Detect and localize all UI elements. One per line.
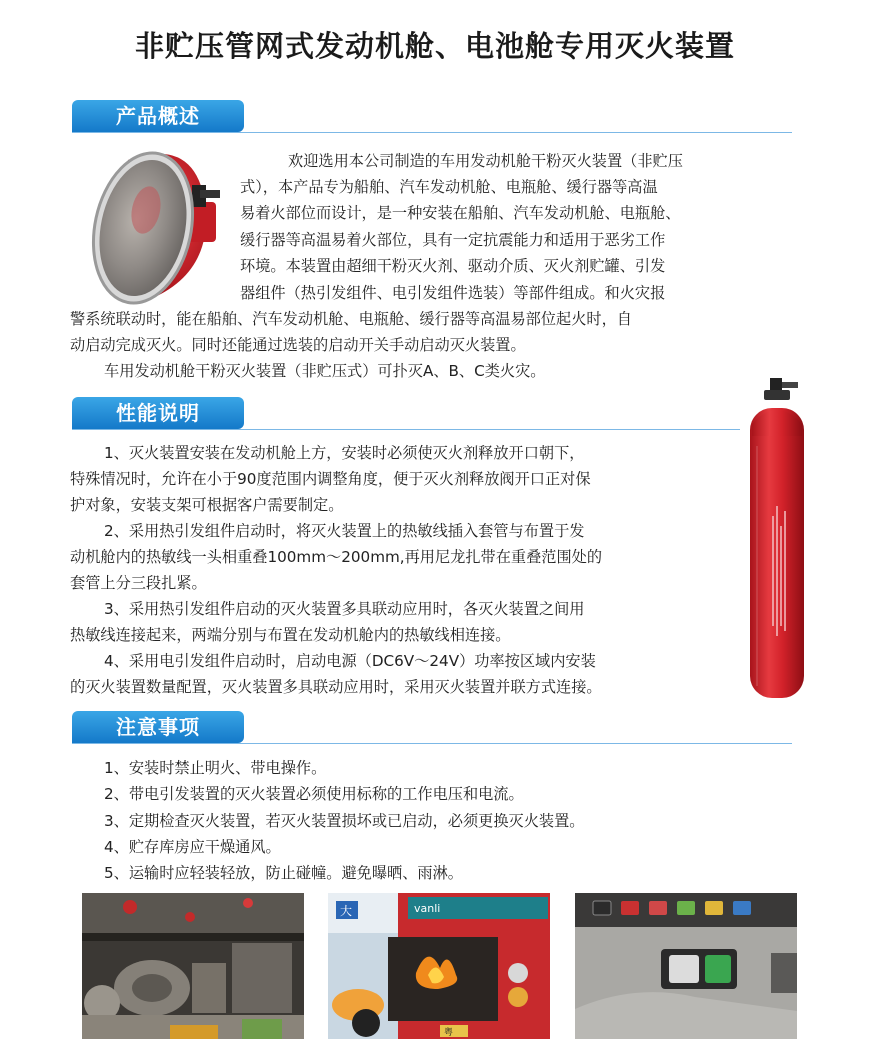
performance-line-7: 3、采用热引发组件启动的灭火装置多具联动应用时，各灭火装置之间用: [104, 600, 585, 618]
notes-line-4: 4、贮存库房应干燥通风。: [104, 838, 281, 856]
performance-line-9: 4、采用电引发组件启动时，启动电源（DC6V～24V）功率按区域内安装: [104, 652, 596, 670]
bus-plate-text: 粤: [444, 1028, 454, 1038]
overview-section-header: [72, 100, 792, 134]
engine-bay-photo: [82, 893, 304, 1039]
performance-heading: 性能说明: [72, 397, 244, 429]
overview-line-6: 器组件（热引发组件、电引发组件选装）等部件组成。和火灾报: [240, 284, 666, 302]
notes-line-2: 2、带电引发装置的灭火装置必须使用标称的工作电压和电流。: [104, 785, 524, 803]
performance-section-header: [72, 397, 740, 431]
performance-line-1: 1、灭火装置安装在发动机舱上方，安装时必须使灭火剂释放开口朝下，: [104, 444, 585, 462]
performance-line-2: 特殊情况时，允许在小于90度范围内调整角度，便于灭火剂释放阀开口正对保: [70, 470, 591, 488]
notes-line-5: 5、运输时应轻装轻放，防止碰幢。避免曝晒、雨淋。: [104, 864, 463, 882]
page-title: 非贮压管网式发动机舱、电池舱专用灭火装置: [134, 29, 735, 63]
overview-line-9: 车用发动机舱干粉灭火装置（非贮压式）可扑灭A、B、C类火灾。: [104, 362, 546, 380]
bus-brand-text: vanli: [414, 902, 441, 915]
overview-line-5: 环境。本装置由超细干粉灭火剂、驱动介质、灭火剂贮罐、引发: [240, 257, 666, 275]
notes-line-3: 3、定期检查灭火装置，若灭火装置损坏或已启动，必须更换灭火装置。: [104, 812, 585, 830]
overview-line-4: 缓行器等高温易着火部位，具有一定抗震能力和适用于恶劣工作: [240, 231, 666, 249]
notes-divider: [72, 743, 792, 744]
notes-heading: 注意事项: [72, 711, 244, 743]
overview-line-3: 易着火部位而设计，是一种安装在船舶、汽车发动机舱、电瓶舱、: [240, 204, 681, 222]
notes-line-1: 1、安装时禁止明火、带电操作。: [104, 759, 327, 777]
notes-section-header: [72, 711, 792, 745]
performance-line-3: 护对象，安装支架可根据客户需要制定。: [70, 496, 344, 514]
overview-line-8: 动启动完成灭火。同时还能通过选装的启动开关手动启动灭火装置。: [70, 336, 526, 354]
overview-line-7: 警系统联动时，能在船舶、汽车发动机舱、电瓶舱、缓行器等高温易部位起火时，自: [70, 310, 632, 328]
performance-divider: [72, 429, 740, 430]
performance-line-4: 2、采用热引发组件启动时，将灭火装置上的热敏线插入套管与布置于发: [104, 522, 585, 540]
bus-fire-photo: [328, 893, 550, 1039]
cylinder-extinguisher-image: [742, 376, 812, 701]
bus-sign-text: 大: [340, 904, 353, 918]
performance-line-10: 的灭火装置数量配置，灭火装置多具联动应用时，采用灭火装置并联方式连接。: [70, 678, 602, 696]
overview-line-2: 式），本产品专为船舶、汽车发动机舱、电瓶舱、缓行器等高温: [240, 178, 658, 196]
dome-extinguisher-image: [88, 140, 238, 310]
overview-divider: [72, 132, 792, 133]
overview-line-1: 欢迎选用本公司制造的车用发动机舱干粉灭火装置（非贮压: [288, 152, 683, 170]
performance-line-5: 动机舱内的热敏线一头相重叠100mm～200mm,再用尼龙扎带在重叠范围处的: [70, 548, 603, 566]
performance-line-8: 热敏线连接起来，两端分别与布置在发动机舱内的热敏线相连接。: [70, 626, 511, 644]
control-panel-photo: [575, 893, 797, 1039]
overview-heading: 产品概述: [72, 100, 244, 132]
performance-line-6: 套管上分三段扎紧。: [70, 574, 207, 592]
